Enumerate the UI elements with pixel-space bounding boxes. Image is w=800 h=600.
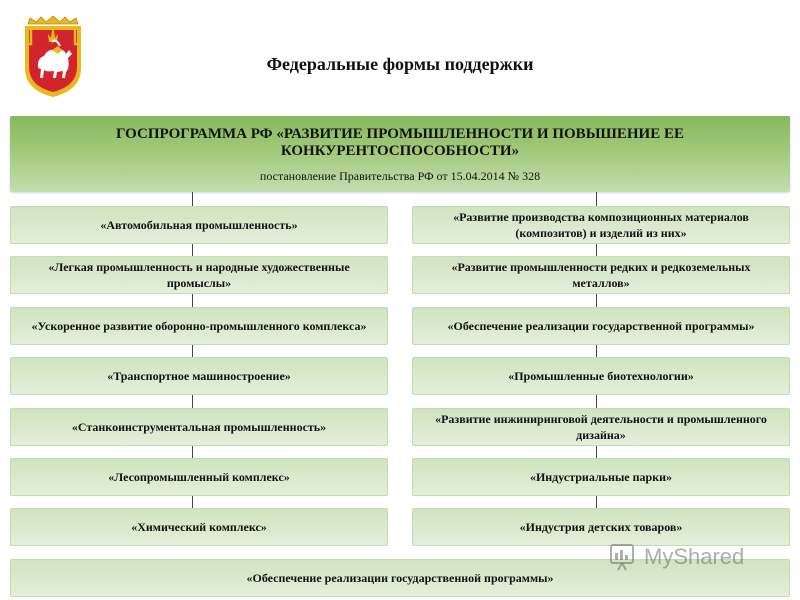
subprogram-childrens-goods: «Индустрия детских товаров» — [412, 508, 790, 546]
watermark-text: MyShared — [644, 544, 745, 569]
subprogram-program-implementation: «Обеспечение реализации государственной программы» — [10, 559, 790, 597]
subprogram-machine-tools: «Станкоинструментальная промышленность» — [10, 408, 388, 446]
subprogram-light-industry: «Легкая промышленность и народные художественные промыслы» — [10, 256, 388, 294]
subprogram-rare-metals: «Развитие промышленности редких и редкоземельных металлов» — [412, 256, 790, 294]
program-decree: постановление Правительства РФ от 15.04.2014 № 328 — [259, 169, 541, 183]
program-title: ГОСПРОГРАММА РФ «РАЗВИТИЕ ПРОМЫШЛЕННОСТИ И ПОВЫШЕНИЕ ЕЕ КОНКУРЕНТОСПОСОБНОСТИ» — [116, 126, 684, 159]
subprogram-defense-industry: «Ускоренное развитие оборонно-промышленного комплекса» — [10, 307, 388, 345]
subprogram-timber-complex: «Лесопромышленный комплекс» — [10, 458, 388, 496]
subprogram-program-support: «Обеспечение реализации государственной программы» — [412, 307, 790, 345]
watermark — [608, 537, 768, 577]
subprogram-biotech: «Промышленные биотехнологии» — [412, 357, 790, 395]
subprogram-composites: «Развитие производства композиционных материалов (композитов) и изделий из них» — [412, 206, 790, 244]
watermark-icon — [608, 542, 638, 572]
program-header — [10, 116, 790, 192]
page-title: Федеральные формы поддержки — [266, 54, 534, 74]
subprogram-automotive: «Автомобильная промышленность» — [10, 206, 388, 244]
subprogram-chemical-complex: «Химический комплекс» — [10, 508, 388, 546]
subprogram-transport-engineering: «Транспортное машиностроение» — [10, 357, 388, 395]
subprogram-engineering-design: «Развитие инжиниринговой деятельности и промышленного дизайна» — [412, 408, 790, 446]
subprogram-industrial-parks: «Индустриальные парки» — [412, 458, 790, 496]
